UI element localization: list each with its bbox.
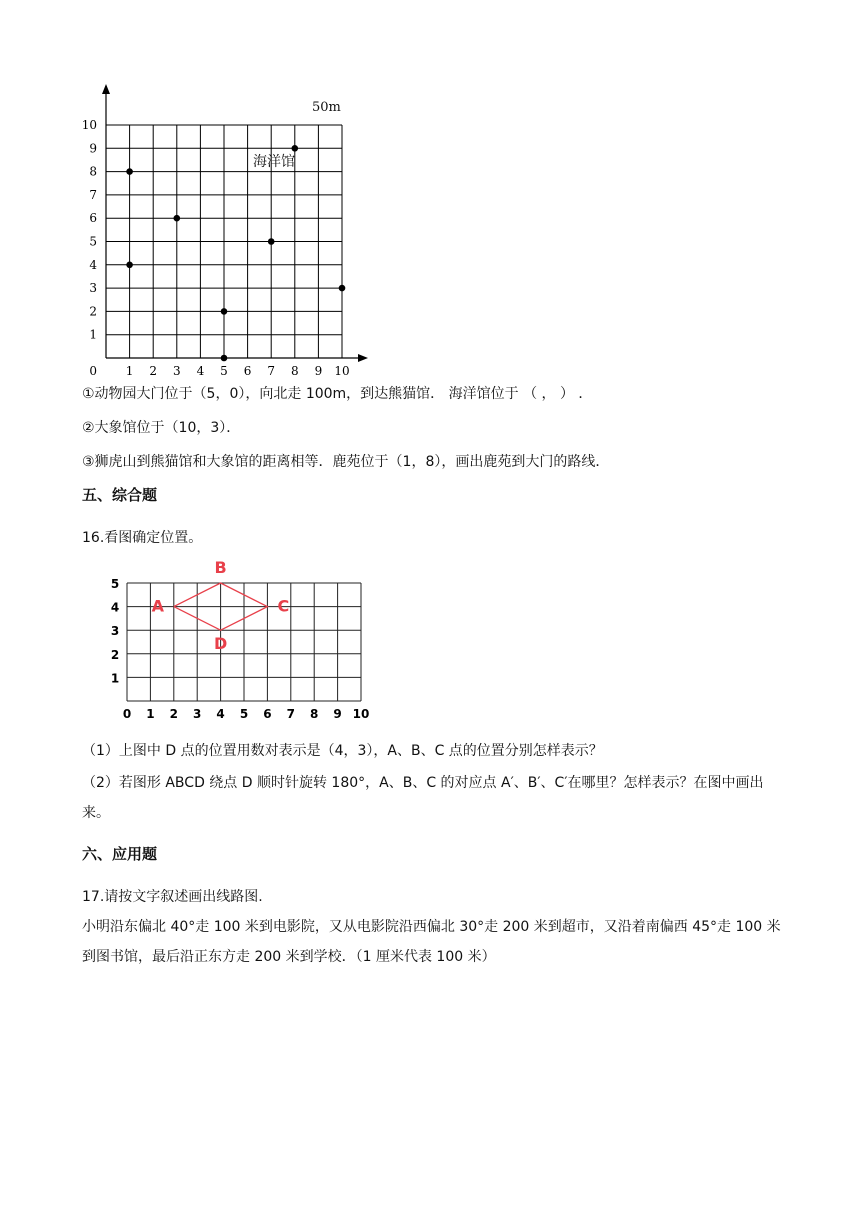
y-tick-label: 7 xyxy=(89,187,97,202)
x-tick-label: 1 xyxy=(146,707,155,721)
x-tick-label: 10 xyxy=(352,707,370,721)
q15-line-3: ③狮虎山到熊猫馆和大象馆的距离相等．鹿苑位于（1，8），画出鹿苑到大门的路线． xyxy=(82,454,610,470)
q17-body: 小明沿东偏北 40°走 100 米到电影院，又从电影院沿西偏北 30°走 200 米到超市，又沿着南偏西 45°走 100 米到图书馆，最后沿正东方走 200 米到学校．（1 厘米代表 100 米） xyxy=(82,919,781,965)
x-tick-label: 9 xyxy=(333,707,342,721)
x-tick-label: 0 xyxy=(122,707,132,721)
x-tick-label: 4 xyxy=(216,707,225,721)
map-point xyxy=(174,215,181,222)
x-tick-label: 2 xyxy=(149,364,158,378)
x-tick-label: 7 xyxy=(267,364,276,378)
x-axis-arrow xyxy=(358,354,368,362)
x-tick-label: 1 xyxy=(125,364,134,378)
y-tick-label: 10 xyxy=(81,118,97,132)
map-point xyxy=(126,168,133,175)
origin-label: 0 xyxy=(89,364,97,378)
y-axis-arrow xyxy=(102,84,110,94)
q16-part-1: （1）上图中 D 点的位置用数对表示是（4，3），A、B、C 点的位置分别怎样表示？ xyxy=(82,743,603,759)
map-point xyxy=(221,308,228,315)
point-label-b: B xyxy=(214,558,227,577)
y-tick-label: 1 xyxy=(110,671,120,686)
x-tick-label: 10 xyxy=(334,364,350,378)
q15-line-2: ②大象馆位于（10，3）． xyxy=(82,420,241,436)
q16-title: 16.看图确定位置。 xyxy=(82,530,203,546)
section-5-title: 五、综合题 xyxy=(82,486,158,504)
y-tick-label: 3 xyxy=(110,624,120,639)
y-tick-label: 5 xyxy=(110,577,120,591)
y-tick-label: 2 xyxy=(89,304,97,319)
x-tick-label: 2 xyxy=(169,707,178,721)
x-tick-label: 3 xyxy=(193,707,202,721)
y-tick-label: 4 xyxy=(89,257,97,272)
q15-line-1: ①动物园大门位于（5，0），向北走 100m，到达熊猫馆． 海洋馆位于 （ ， ） ． xyxy=(82,386,593,402)
point-label-a: A xyxy=(151,596,164,616)
ocean-hall-label: 海洋馆 xyxy=(253,154,295,170)
x-tick-label: 5 xyxy=(239,707,249,721)
y-tick-label: 4 xyxy=(110,600,120,615)
point-label-d: D xyxy=(213,634,228,654)
y-tick-label: 1 xyxy=(89,327,97,342)
y-tick-label: 5 xyxy=(89,234,97,249)
abcd-grid xyxy=(100,553,390,723)
x-tick-label: 8 xyxy=(290,364,299,378)
scale-label: 50m xyxy=(312,100,341,115)
section-6-title: 六、应用题 xyxy=(82,845,158,863)
x-tick-label: 4 xyxy=(196,364,205,378)
x-tick-label: 6 xyxy=(263,707,272,721)
map-point xyxy=(339,285,346,292)
y-tick-label: 9 xyxy=(89,141,97,156)
map-point xyxy=(221,355,228,362)
map-point xyxy=(126,262,133,269)
point-label-c: C xyxy=(277,596,290,616)
y-tick-label: 8 xyxy=(89,164,97,179)
x-tick-label: 6 xyxy=(243,364,252,378)
y-tick-label: 6 xyxy=(89,211,97,226)
x-tick-label: 9 xyxy=(314,364,323,378)
y-tick-label: 3 xyxy=(89,281,97,296)
x-tick-label: 7 xyxy=(286,707,295,721)
q17-title: 17.请按文字叙述画出线路图. xyxy=(82,889,263,905)
x-tick-label: 5 xyxy=(220,364,228,378)
q16-part-2: （2）若图形 ABCD 绕点 D 顺时针旋转 180°，A、B、C 的对应点 A′、B′、C′在哪里？怎样表示？在图中画出来。 xyxy=(82,775,764,821)
zoo-map-grid xyxy=(70,78,380,378)
map-point xyxy=(268,238,275,245)
y-tick-label: 2 xyxy=(110,647,120,662)
x-tick-label: 8 xyxy=(310,707,319,721)
x-tick-label: 3 xyxy=(172,364,181,378)
